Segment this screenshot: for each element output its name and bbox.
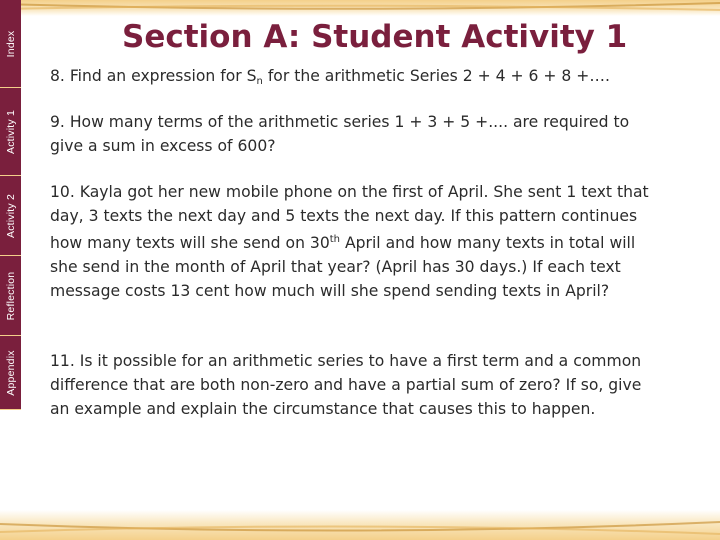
tab-index[interactable] — [0, 0, 21, 88]
question-11: 11. Is it possible for an arithmetic series to have a first term and a common difference that are both non-zero and have a partial sum of zero? If so, give an example and explain the circumstance that causes this to happen. — [50, 352, 642, 418]
question-8-subscript: n — [256, 76, 263, 87]
tab-reflection-label: Reflection — [4, 271, 17, 320]
question-10-superscript: th — [329, 234, 341, 245]
question-8-text-end: for the arithmetic Series 2 + 4 + 6 + 8 +…. — [262, 67, 610, 85]
question-10-text-start: 10. Kayla got her new mobile phone on the first of April. She sent 1 text that day, 3 texts the next day and 5 texts the next day. If this pattern continues how many texts will she send on 30 — [50, 183, 649, 252]
top-band-swoosh — [0, 0, 720, 16]
page-title: Section A: Student Activity 1 — [122, 19, 628, 55]
tab-index-label: Index — [4, 30, 17, 57]
question-8-text-start: 8. Find an expression for S — [50, 67, 257, 85]
question-10 — [50, 180, 662, 303]
bottom-decorative-band — [0, 510, 720, 540]
bottom-band-swoosh — [0, 510, 720, 540]
question-9: 9. How many terms of the arithmetic series 1 + 3 + 5 +.... are required to give a sum in excess of 600? — [50, 113, 630, 155]
top-decorative-band — [0, 0, 720, 16]
tab-activity-2[interactable] — [0, 176, 21, 256]
question-8 — [50, 64, 662, 94]
side-navigation — [0, 0, 21, 410]
question-10-text-end: April and how many texts in total will she send in the month of April that year? (April has 30 days.) If each text message costs 13 cent how much will she spend sending texts in April? — [50, 234, 636, 300]
tab-activity-1[interactable] — [0, 88, 21, 176]
tab-appendix-label: Appendix — [4, 349, 17, 396]
tab-appendix[interactable] — [0, 336, 21, 410]
tab-activity-1-label: Activity 1 — [4, 109, 17, 154]
tab-reflection[interactable] — [0, 256, 21, 336]
tab-activity-2-label: Activity 2 — [4, 193, 17, 238]
